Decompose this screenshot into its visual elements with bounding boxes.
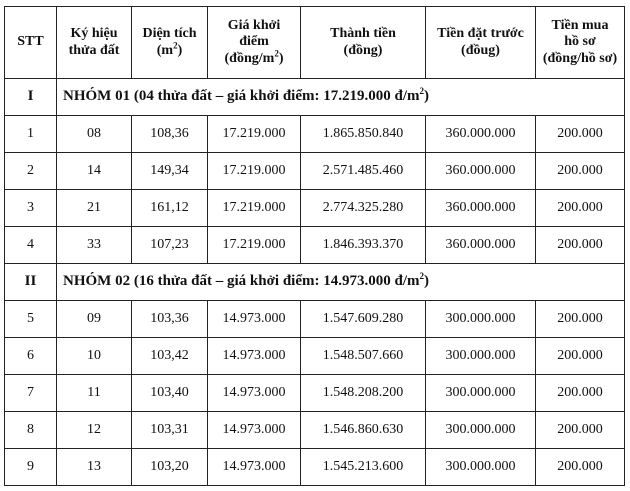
cell-stt: 9: [5, 449, 57, 486]
cell-ky-hieu: 09: [57, 301, 132, 338]
cell-gia-khoi-diem: 14.973.000: [208, 301, 301, 338]
cell-stt: 2: [5, 153, 57, 190]
cell-ky-hieu: 12: [57, 412, 132, 449]
cell-tien-mua-ho-so: 200.000: [536, 412, 625, 449]
cell-tien-dat-truoc: 360.000.000: [426, 227, 536, 264]
group-roman: I: [5, 79, 57, 116]
cell-stt: 7: [5, 375, 57, 412]
cell-thanh-tien: 1.546.860.630: [301, 412, 426, 449]
header-tien-mua-ho-so: Tiền mua hồ sơ (đồng/hồ sơ): [536, 7, 625, 79]
table-row: [5, 338, 625, 375]
group-title: NHÓM 02 (16 thửa đất – giá khởi điểm: 14.973.000 $đ/m^2$): [57, 264, 625, 301]
header-tien-dat-truoc: Tiền đặt trước (đồug): [426, 7, 536, 79]
cell-tien-dat-truoc: 300.000.000: [426, 412, 536, 449]
cell-thanh-tien: 1.547.609.280: [301, 301, 426, 338]
cell-tien-mua-ho-so: 200.000: [536, 449, 625, 486]
cell-ky-hieu: 14: [57, 153, 132, 190]
cell-thanh-tien: 1.548.507.660: [301, 338, 426, 375]
cell-gia-khoi-diem: 14.973.000: [208, 412, 301, 449]
cell-tien-dat-truoc: 360.000.000: [426, 116, 536, 153]
table-row: [5, 153, 625, 190]
cell-ky-hieu: 10: [57, 338, 132, 375]
cell-dien-tich: 103,31: [132, 412, 208, 449]
cell-dien-tich: 107,23: [132, 227, 208, 264]
header-dien-tich: Diện tích $(m^2)$: [132, 7, 208, 79]
cell-stt: 5: [5, 301, 57, 338]
cell-tien-dat-truoc: 360.000.000: [426, 190, 536, 227]
table-row: [5, 227, 625, 264]
cell-tien-mua-ho-so: 200.000: [536, 190, 625, 227]
cell-gia-khoi-diem: 17.219.000: [208, 190, 301, 227]
cell-ky-hieu: 21: [57, 190, 132, 227]
cell-ky-hieu: 33: [57, 227, 132, 264]
cell-stt: 3: [5, 190, 57, 227]
cell-stt: 6: [5, 338, 57, 375]
cell-tien-mua-ho-so: 200.000: [536, 301, 625, 338]
cell-tien-mua-ho-so: 200.000: [536, 116, 625, 153]
group-row-2: [5, 264, 625, 301]
table-row: [5, 190, 625, 227]
cell-tien-mua-ho-so: 200.000: [536, 375, 625, 412]
cell-dien-tich: 103,20: [132, 449, 208, 486]
cell-ky-hieu: 11: [57, 375, 132, 412]
cell-ky-hieu: 08: [57, 116, 132, 153]
cell-dien-tich: 103,40: [132, 375, 208, 412]
header-gia-khoi-diem: Giá khởi điểm $(đồng/m^2)$: [208, 7, 301, 79]
cell-dien-tich: 103,36: [132, 301, 208, 338]
cell-gia-khoi-diem: 14.973.000: [208, 449, 301, 486]
cell-dien-tich: 103,42: [132, 338, 208, 375]
cell-dien-tich: 161,12: [132, 190, 208, 227]
cell-thanh-tien: 1.545.213.600: [301, 449, 426, 486]
cell-tien-dat-truoc: 300.000.000: [426, 449, 536, 486]
table-row: [5, 449, 625, 486]
cell-tien-dat-truoc: 360.000.000: [426, 153, 536, 190]
header-thanh-tien: Thành tiền (đồng): [301, 7, 426, 79]
cell-dien-tich: 108,36: [132, 116, 208, 153]
cell-gia-khoi-diem: 17.219.000: [208, 116, 301, 153]
cell-stt: 1: [5, 116, 57, 153]
cell-tien-mua-ho-so: 200.000: [536, 227, 625, 264]
table-row: [5, 116, 625, 153]
cell-stt: 8: [5, 412, 57, 449]
header-ky-hieu: Ký hiệu thửa đất: [57, 7, 132, 79]
cell-tien-mua-ho-so: 200.000: [536, 153, 625, 190]
cell-stt: 4: [5, 227, 57, 264]
cell-gia-khoi-diem: 14.973.000: [208, 338, 301, 375]
cell-tien-dat-truoc: 300.000.000: [426, 338, 536, 375]
group-roman: II: [5, 264, 57, 301]
cell-tien-dat-truoc: 300.000.000: [426, 375, 536, 412]
cell-thanh-tien: 1.846.393.370: [301, 227, 426, 264]
table-row: [5, 412, 625, 449]
table-row: [5, 301, 625, 338]
cell-ky-hieu: 13: [57, 449, 132, 486]
group-row-1: [5, 79, 625, 116]
cell-dien-tich: 149,34: [132, 153, 208, 190]
header-stt: STT: [5, 7, 57, 79]
cell-gia-khoi-diem: 14.973.000: [208, 375, 301, 412]
header-row: [5, 7, 625, 79]
cell-thanh-tien: 2.774.325.280: [301, 190, 426, 227]
table-row: [5, 375, 625, 412]
group-title: NHÓM 01 (04 thửa đất – giá khởi điểm: 17.219.000 $đ/m^2$): [57, 79, 625, 116]
cell-thanh-tien: 1.865.850.840: [301, 116, 426, 153]
cell-thanh-tien: 2.571.485.460: [301, 153, 426, 190]
cell-tien-dat-truoc: 300.000.000: [426, 301, 536, 338]
cell-gia-khoi-diem: 17.219.000: [208, 153, 301, 190]
cell-tien-mua-ho-so: 200.000: [536, 338, 625, 375]
land-auction-table: [4, 6, 625, 486]
cell-gia-khoi-diem: 17.219.000: [208, 227, 301, 264]
cell-thanh-tien: 1.548.208.200: [301, 375, 426, 412]
